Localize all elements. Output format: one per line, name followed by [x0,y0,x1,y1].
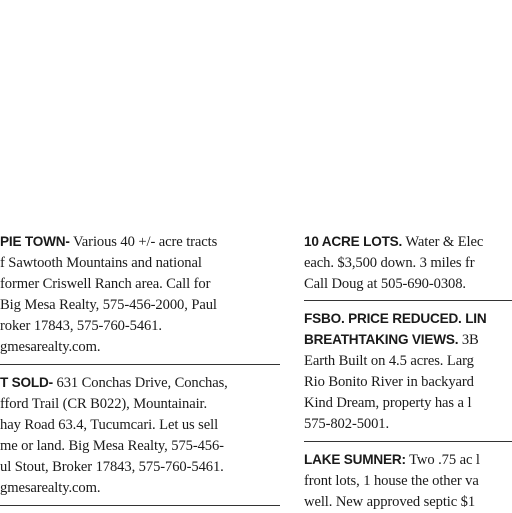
ad-line: well. New approved septic $1 [304,494,476,510]
ad-line: roker 17843, 575-760-5461. [0,318,162,334]
ad-divider [0,364,280,365]
ad-text: Water & Elec [402,234,484,250]
ad-headline: 10 ACRE LOTS. [304,234,403,249]
ad-line: Earth Built on 4.5 acres. Larg [304,353,474,369]
ad-text: Various 40 +/- acre tracts [69,234,218,250]
ad-text: 631 Conchas Drive, Conchas, [52,375,228,391]
ad-divider [0,505,280,506]
ad-line: ul Stout, Broker 17843, 575-760-5461. [0,459,224,475]
ad-line: gmesarealty.com. [0,339,101,355]
classified-ad-lake-sumner [304,449,512,513]
classified-ad-ten-acre-lots [304,231,512,295]
ad-line [0,372,282,394]
classified-ad-just-sold [0,372,282,499]
ad-line: former Criswell Ranch area. Call for [0,276,211,292]
classified-ad-fsbo [304,308,512,435]
ad-headline: PIE TOWN- [0,234,70,249]
ad-line [304,449,512,471]
ad-line: gmesarealty.com. [0,480,101,496]
ad-line: 575-802-5001. [304,416,390,432]
ad-divider [304,300,512,301]
ad-line: Big Mesa Realty, 575-456-2000, Paul [0,297,217,313]
classified-ad-pie-town [0,231,282,358]
ad-text: Two .75 ac l [405,452,480,468]
ad-line: Call Doug at 505-690-0308. [304,276,466,292]
ad-line: each. $3,500 down. 3 miles fr [304,255,475,271]
ad-text: 3B [458,332,479,348]
ad-line: hay Road 63.4, Tucumcari. Let us sell [0,417,219,433]
ad-divider [304,441,512,442]
ad-line: front lots, 1 house the other va [304,473,479,489]
ad-headline: FSBO. PRICE REDUCED. LIN [304,311,487,326]
ad-line: Kind Dream, property has a l [304,395,472,411]
ad-line: fford Trail (CR B022), Mountainair. [0,396,208,412]
ad-line: f Sawtooth Mountains and national [0,255,202,271]
ad-line [304,231,512,253]
ad-line: me or land. Big Mesa Realty, 575-456- [0,438,224,454]
ad-line: Rio Bonito River in backyard [304,374,474,390]
ad-headline: LAKE SUMNER: [304,452,406,467]
ad-headline: BREATHTAKING VIEWS. [304,332,459,347]
ad-line [304,329,512,351]
ad-headline: T SOLD- [0,375,53,390]
ad-line [0,231,282,253]
